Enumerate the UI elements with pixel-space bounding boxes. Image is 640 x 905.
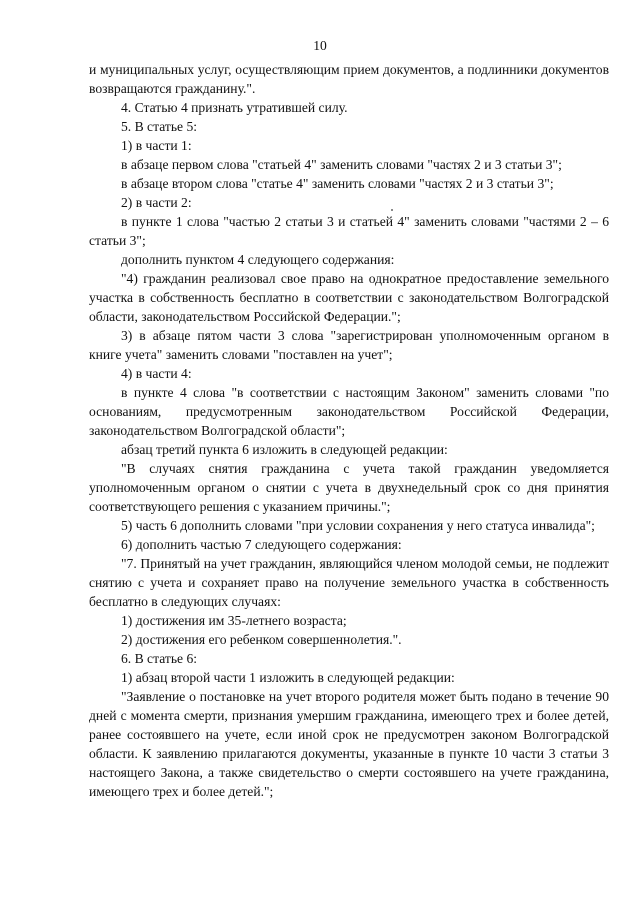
paragraph: 6) дополнить частью 7 следующего содержания: xyxy=(121,537,402,552)
paragraph: 5. В статье 5: xyxy=(121,119,198,134)
paragraph: 1) достижения им 35-летнего возраста; xyxy=(121,613,347,628)
paragraph: абзац третий пункта 6 изложить в следующей редакции: xyxy=(121,442,448,457)
paragraph: 3) в абзаце пятом части 3 слова "зарегистрирован уполномоченным органом в книге учета" заменить словами "поставлен на учет"; xyxy=(89,328,609,362)
paragraph: 5) часть 6 дополнить словами "при условии сохранения у него статуса инвалида"; xyxy=(121,518,595,533)
paragraph: и муниципальных услуг, осуществляющим прием документов, а подлинники документов возвращаются гражданину.". xyxy=(89,62,609,96)
paragraph: в абзаце втором слова "статье 4" заменить словами "частях 2 и 3 статьи 3"; xyxy=(121,176,554,191)
paragraph: дополнить пунктом 4 следующего содержания: xyxy=(121,252,395,267)
paragraph: 1) абзац второй части 1 изложить в следующей редакции: xyxy=(121,670,455,685)
document-body xyxy=(89,60,609,801)
page-number: 10 xyxy=(313,38,327,53)
paragraph: в пункте 4 слова "в соответствии с настоящим Законом" заменить словами "по основаниям, предусмотренным законодательством Российской Федерации, законодательством Волгоградской области"; xyxy=(89,385,609,438)
paragraph: в абзаце первом слова "статьей 4" заменить словами "частях 2 и 3 статьи 3"; xyxy=(121,157,562,172)
paragraph: "7. Принятый на учет гражданин, являющийся членом молодой семьи, не подлежит снятию с учета и сохраняет право на получение земельного участка в собственность бесплатно в следующих случаях: xyxy=(89,556,609,609)
paragraph: в пункте 1 слова "частью 2 статьи 3 и статьей 4" заменить словами "частями 2 – 6 статьи 3"; xyxy=(89,214,609,248)
paragraph: 1) в части 1: xyxy=(121,138,192,153)
paragraph: "Заявление о постановке на учет второго родителя может быть подано в течение 90 дней с момента смерти, признания умершим гражданина, имеющего трех и более детей, ранее состоявшего на учете, если иной срок не предусмотрен законом Волгоградской области. К заявлению прилагаются документы, указанные в пункте 10 части 3 статьи 3 настоящего Закона, а также свидетельство о смерти состоявшего на учете гражданина, имеющего трех и более детей."; xyxy=(89,689,609,799)
paragraph: 2) в части 2: xyxy=(121,195,192,210)
paragraph: "4) гражданин реализовал свое право на однократное предоставление земельного участка в собственность бесплатно в соответствии с законодательством Волгоградской области, законодательством Российской Федерации."; xyxy=(89,271,609,324)
paragraph: 2) достижения его ребенком совершеннолетия.". xyxy=(121,632,402,647)
paragraph: "В случаях снятия гражданина с учета такой гражданин уведомляется уполномоченным органом о снятии с учета в двухнедельный срок со дня принятия соответствующего решения с указанием причины."; xyxy=(89,461,609,514)
paragraph: 4) в части 4: xyxy=(121,366,192,381)
paragraph: 4. Статью 4 признать утратившей силу. xyxy=(121,100,348,115)
scan-speck xyxy=(391,209,393,211)
paragraph: 6. В статье 6: xyxy=(121,651,198,666)
